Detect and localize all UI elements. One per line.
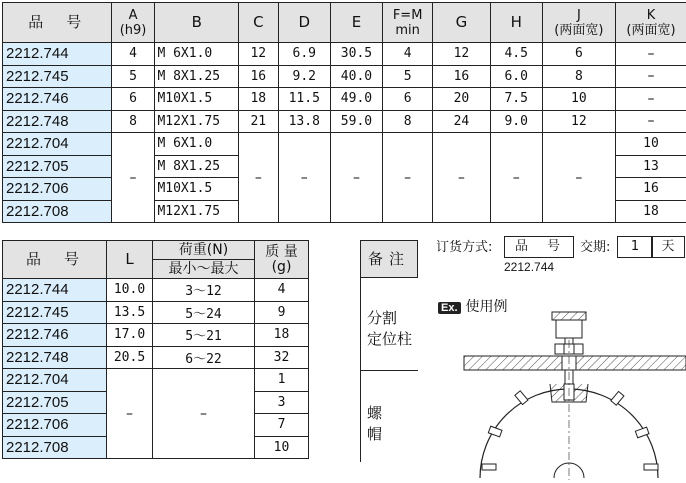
cell-e: 59.0: [330, 110, 382, 133]
cell-a-merged: –: [111, 133, 155, 223]
table-row: [3, 43, 686, 66]
cell-load: 5～24: [153, 301, 255, 324]
cell-mass: 9: [255, 301, 309, 324]
table-row: [3, 65, 686, 88]
header-c: C: [238, 3, 278, 43]
example-title-text: 使用例: [465, 299, 508, 315]
table-row: [3, 346, 309, 369]
part-number: 2212.706: [3, 178, 112, 201]
cell-h: 7.5: [490, 88, 542, 111]
delivery-value: 1: [617, 236, 653, 258]
order-pn-label: 品 号: [504, 236, 574, 258]
cell-a: 6: [111, 88, 155, 111]
header-a: A (h9): [111, 3, 155, 43]
cell-l: 13.5: [107, 301, 153, 324]
cell-l: 20.5: [107, 346, 153, 369]
delivery-label: 交期:: [580, 240, 611, 255]
table-row: [3, 369, 309, 392]
cell-d: 6.9: [278, 43, 330, 66]
header-part-number: 品 号: [3, 241, 107, 279]
cell-g: 24: [433, 110, 490, 133]
header-part-number: 品 号: [3, 3, 112, 43]
load-table: [2, 240, 309, 459]
cell-j: 12: [542, 110, 615, 133]
cell-f-m-merged: –: [383, 133, 433, 223]
part-number: 2212.745: [3, 301, 107, 324]
cell-g: 16: [433, 65, 490, 88]
order-label: 订货方式:: [436, 240, 493, 255]
note-nut: 螺帽: [367, 404, 397, 443]
part-number: 2212.704: [3, 369, 107, 392]
part-number: 2212.745: [3, 65, 112, 88]
order-example-part-number: 2212.744: [504, 260, 555, 274]
cell-h: 9.0: [490, 110, 542, 133]
header-g: G: [433, 3, 490, 43]
cell-k: 13: [615, 155, 686, 178]
cell-j: 10: [542, 88, 615, 111]
cell-b: M12X1.75: [155, 110, 239, 133]
table-row: [3, 279, 309, 302]
part-number: 2212.748: [3, 346, 107, 369]
cell-j-merged: –: [542, 133, 615, 223]
cell-d: 13.8: [278, 110, 330, 133]
cell-c: 21: [238, 110, 278, 133]
table-row: [3, 324, 309, 347]
cell-k: 10: [615, 133, 686, 156]
header-j: J (两面宽): [542, 3, 615, 43]
delivery-unit: 天: [651, 236, 685, 258]
table-row: [3, 88, 686, 111]
cell-load: 6～22: [153, 346, 255, 369]
cell-load: 3～12: [153, 279, 255, 302]
part-number: 2212.705: [3, 155, 112, 178]
header-mass: 质 量 (g): [255, 241, 309, 279]
cell-load-merged: –: [153, 369, 255, 459]
cell-h: 6.0: [490, 65, 542, 88]
cell-c: 18: [238, 88, 278, 111]
header-b: B: [155, 3, 239, 43]
cell-mass: 18: [255, 324, 309, 347]
cell-f-m: 6: [383, 88, 433, 111]
header-load: 荷重(N): [153, 241, 255, 260]
cell-b: M 8X1.25: [155, 155, 239, 178]
cell-g-merged: –: [433, 133, 490, 223]
spec-table: [2, 2, 686, 223]
cell-j: 8: [542, 65, 615, 88]
cell-g: 20: [433, 88, 490, 111]
cell-k: –: [615, 43, 686, 66]
cell-mass: 7: [255, 414, 309, 437]
header-h: H: [490, 3, 542, 43]
cell-d: 11.5: [278, 88, 330, 111]
notes-separator: [360, 370, 418, 371]
part-number: 2212.708: [3, 200, 112, 223]
notes-panel: [360, 240, 418, 462]
table-row: [3, 133, 686, 156]
usage-example-drawing: [428, 300, 686, 482]
cell-b: M10X1.5: [155, 178, 239, 201]
cell-k: –: [615, 65, 686, 88]
header-e: E: [330, 3, 382, 43]
cell-b: M 6X1.0: [155, 43, 239, 66]
cell-b: M12X1.75: [155, 200, 239, 223]
cell-h: 4.5: [490, 43, 542, 66]
cell-a: 8: [111, 110, 155, 133]
part-number: 2212.744: [3, 43, 112, 66]
cell-b: M 8X1.25: [155, 65, 239, 88]
part-number: 2212.704: [3, 133, 112, 156]
cell-k: –: [615, 88, 686, 111]
cell-c-merged: –: [238, 133, 278, 223]
part-number: 2212.746: [3, 88, 112, 111]
cell-d: 9.2: [278, 65, 330, 88]
table-row: [3, 301, 309, 324]
cell-e: 49.0: [330, 88, 382, 111]
cell-k: 16: [615, 178, 686, 201]
cell-c: 12: [238, 43, 278, 66]
header-k: K (两面宽): [615, 3, 686, 43]
cell-k: 18: [615, 200, 686, 223]
part-number: 2212.708: [3, 436, 107, 459]
header-f-m: F=M min: [383, 3, 433, 43]
cell-b: M 6X1.0: [155, 133, 239, 156]
cell-l: 17.0: [107, 324, 153, 347]
example-tag: Ex.: [438, 302, 461, 314]
part-number: 2212.744: [3, 279, 107, 302]
cell-h-merged: –: [490, 133, 542, 223]
cell-c: 16: [238, 65, 278, 88]
cell-f-m: 5: [383, 65, 433, 88]
cell-f-m: 8: [383, 110, 433, 133]
cell-mass: 4: [255, 279, 309, 302]
cell-b: M10X1.5: [155, 88, 239, 111]
cell-k: –: [615, 110, 686, 133]
cell-e: 40.0: [330, 65, 382, 88]
part-number: 2212.748: [3, 110, 112, 133]
cell-d-merged: –: [278, 133, 330, 223]
cell-l: 10.0: [107, 279, 153, 302]
notes-header: 备注: [360, 240, 418, 278]
part-number: 2212.706: [3, 414, 107, 437]
cell-mass: 3: [255, 391, 309, 414]
cell-l-merged: –: [107, 369, 153, 459]
cell-mass: 1: [255, 369, 309, 392]
cell-load: 5～21: [153, 324, 255, 347]
note-indexing-plunger: 分割 定位柱: [367, 309, 413, 348]
cell-mass: 32: [255, 346, 309, 369]
cell-j: 6: [542, 43, 615, 66]
cell-f-m: 4: [383, 43, 433, 66]
cell-mass: 10: [255, 436, 309, 459]
part-number: 2212.705: [3, 391, 107, 414]
header-load-range: 最小～最大: [153, 260, 255, 279]
part-number: 2212.746: [3, 324, 107, 347]
cell-e: 30.5: [330, 43, 382, 66]
cell-g: 12: [433, 43, 490, 66]
header-l: L: [107, 241, 153, 279]
cell-a: 5: [111, 65, 155, 88]
header-d: D: [278, 3, 330, 43]
cell-a: 4: [111, 43, 155, 66]
cell-e-merged: –: [330, 133, 382, 223]
table-row: [3, 110, 686, 133]
